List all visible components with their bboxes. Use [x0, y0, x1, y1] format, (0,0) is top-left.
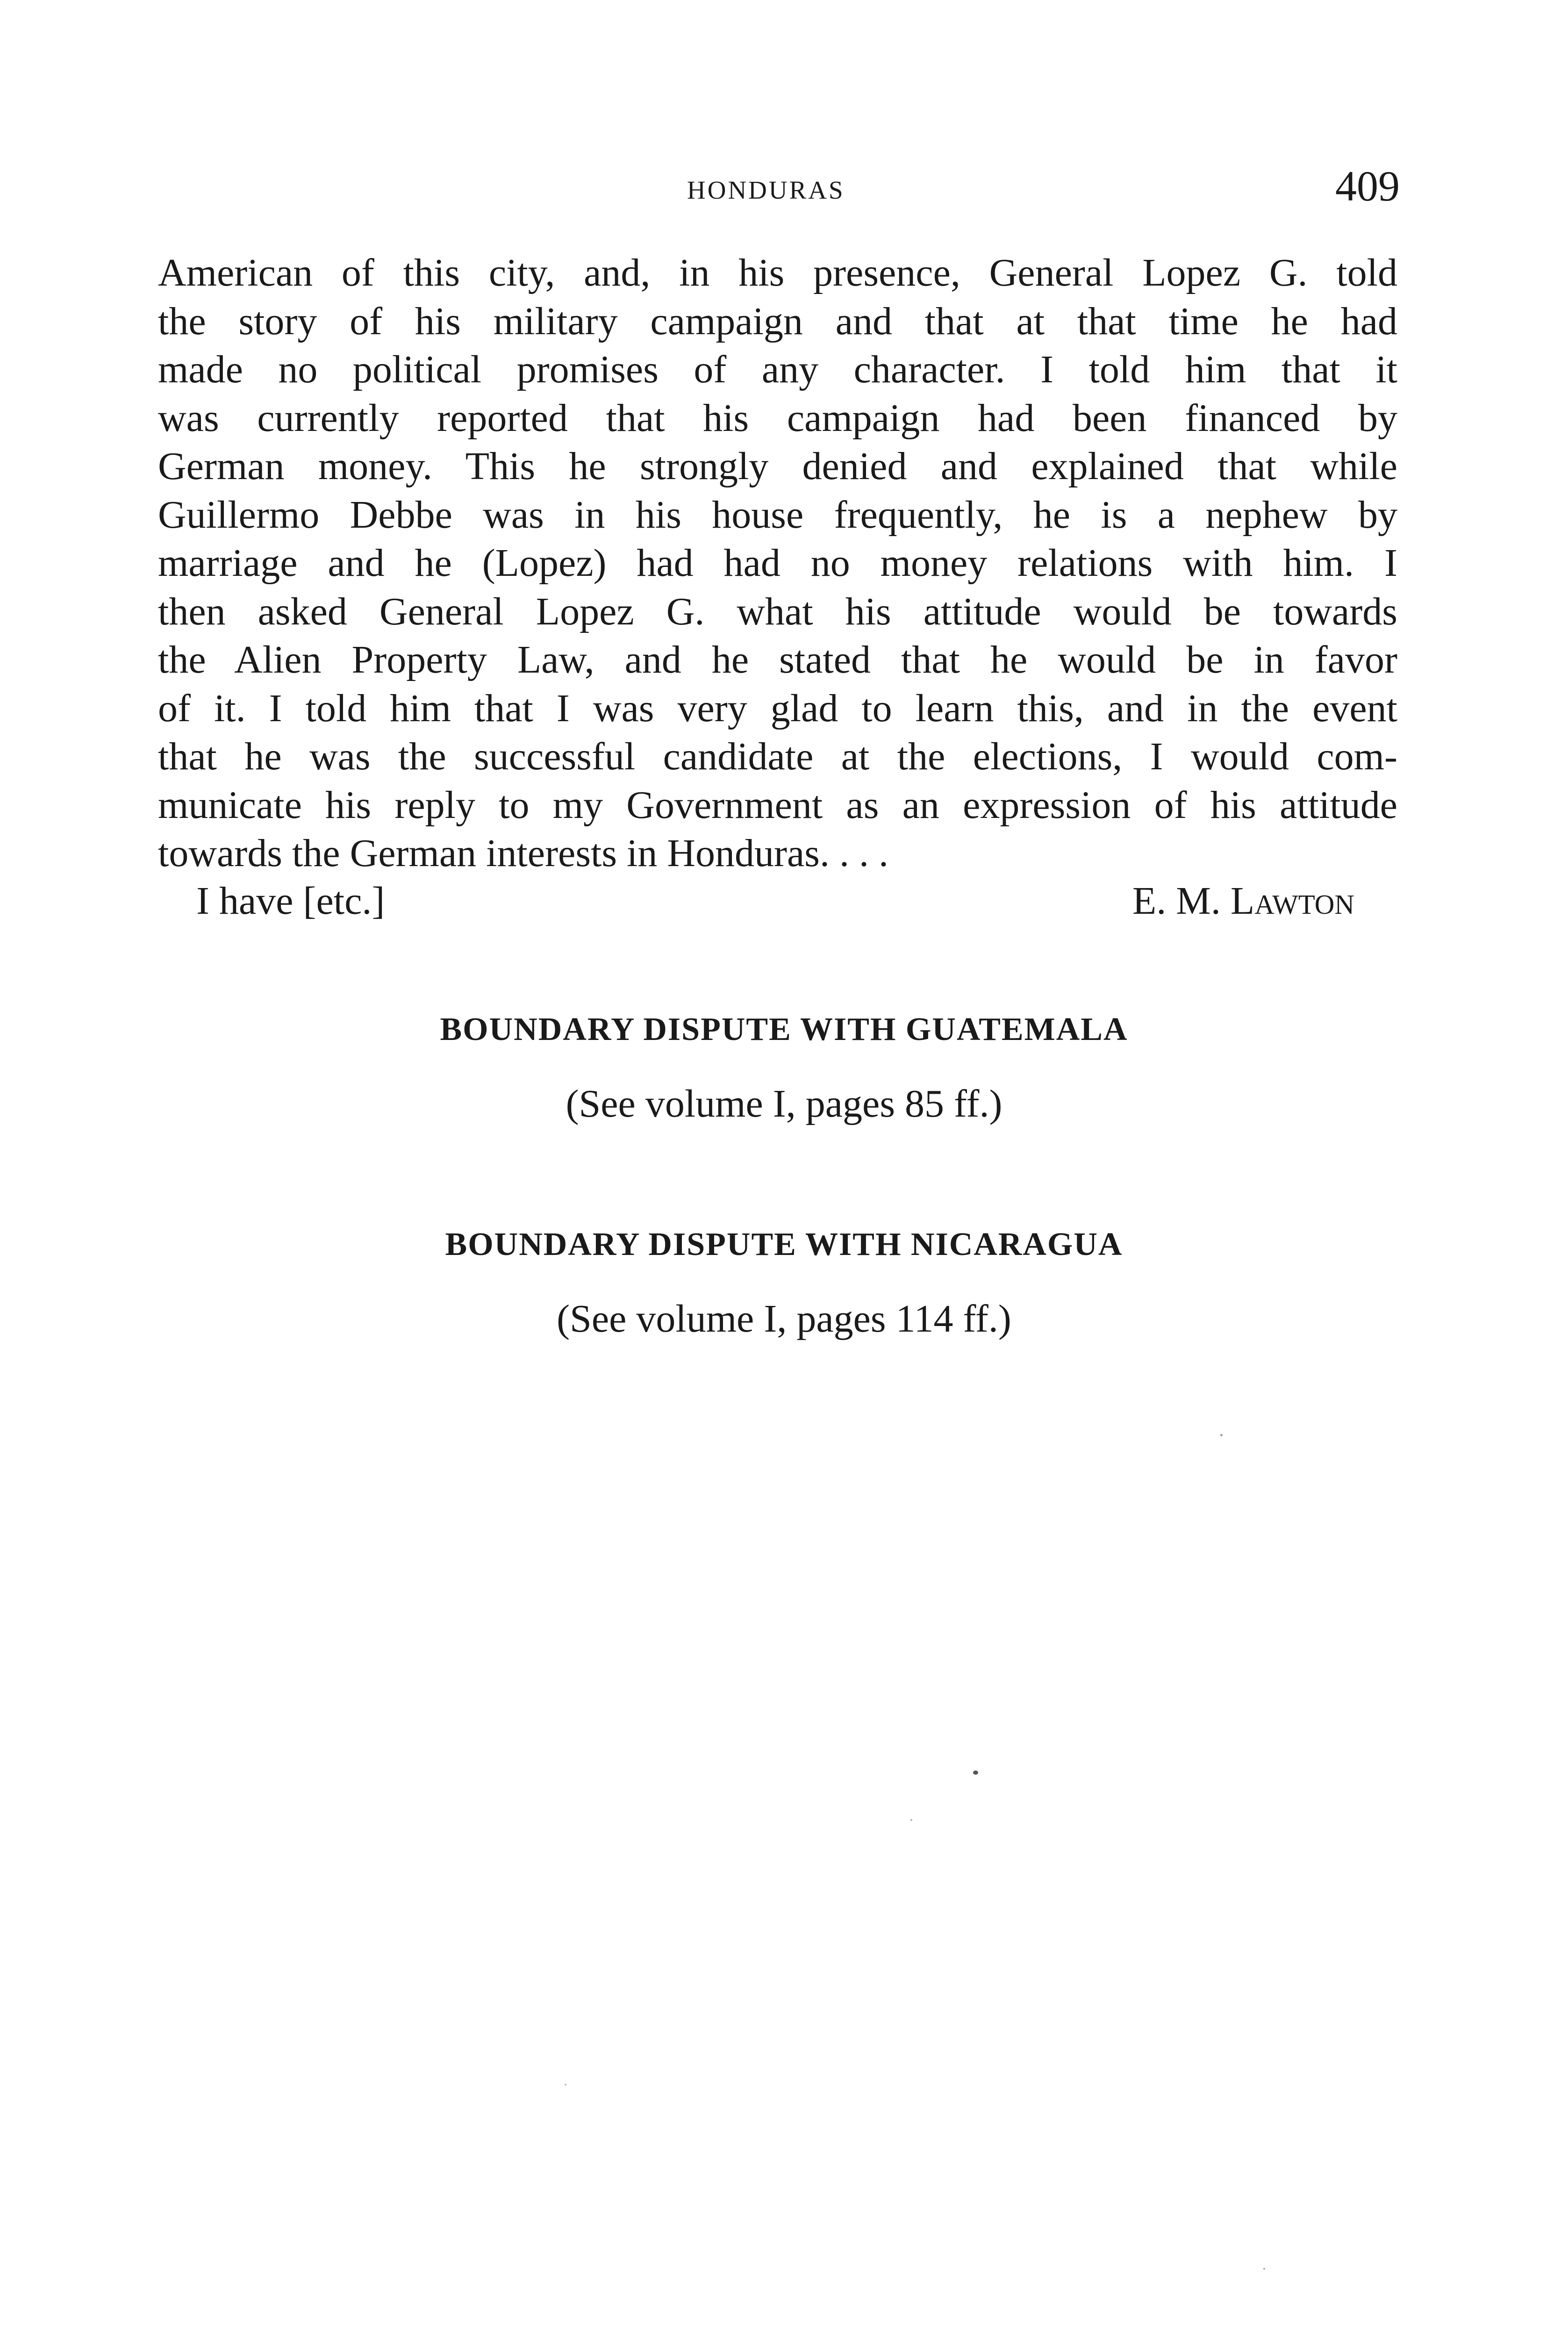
scan-speck	[1220, 1434, 1223, 1436]
scan-speck	[1263, 2268, 1265, 2270]
text-line: municate his reply to my Government as an expression of his attitude	[158, 783, 1397, 827]
text-line: towards the German interests in Honduras. . . .	[158, 832, 888, 875]
text-line: the story of his military campaign and that at that time he had	[158, 299, 1397, 343]
signature-surname: Lawton	[1230, 879, 1354, 923]
signature-initials: E. M.	[1132, 879, 1231, 923]
text-line: marriage and he (Lopez) had had no money relations with him. I	[158, 541, 1397, 585]
text-line: then asked General Lopez G. what his attitude would be towards	[158, 589, 1397, 633]
text-line: American of this city, and, in his presence, General Lopez G. told	[158, 251, 1397, 294]
text-line: Guillermo Debbe was in his house frequently, he is a nephew by	[158, 493, 1397, 537]
text-line: made no political promises of any character. I told him that it	[158, 348, 1397, 391]
section-heading-guatemala: BOUNDARY DISPUTE WITH GUATEMALA	[440, 1011, 1128, 1047]
letter-closing	[158, 877, 1354, 925]
running-head: HONDURAS	[687, 176, 845, 204]
text-line: was currently reported that his campaign had been financed by	[158, 396, 1397, 440]
signature	[1132, 877, 1354, 925]
closing-formula: I have [etc.]	[196, 879, 385, 923]
letter-body	[158, 249, 1397, 878]
section-reference-nicaragua: (See volume I, pages 114 ff.)	[557, 1297, 1011, 1341]
scan-speck	[910, 1819, 912, 1821]
text-line: of it. I told him that I was very glad to learn this, and in the event	[158, 686, 1397, 730]
section-reference-guatemala: (See volume I, pages 85 ff.)	[566, 1082, 1002, 1125]
text-line: the Alien Property Law, and he stated that he would be in favor	[158, 638, 1397, 681]
page-number: 409	[1335, 162, 1400, 210]
section-heading-nicaragua: BOUNDARY DISPUTE WITH NICARAGUA	[445, 1226, 1123, 1262]
scan-speck	[973, 1771, 978, 1775]
text-line: that he was the successful candidate at the elections, I would com-	[158, 735, 1397, 778]
text-line: German money. This he strongly denied and explained that while	[158, 444, 1397, 488]
scan-speck	[565, 2084, 566, 2086]
